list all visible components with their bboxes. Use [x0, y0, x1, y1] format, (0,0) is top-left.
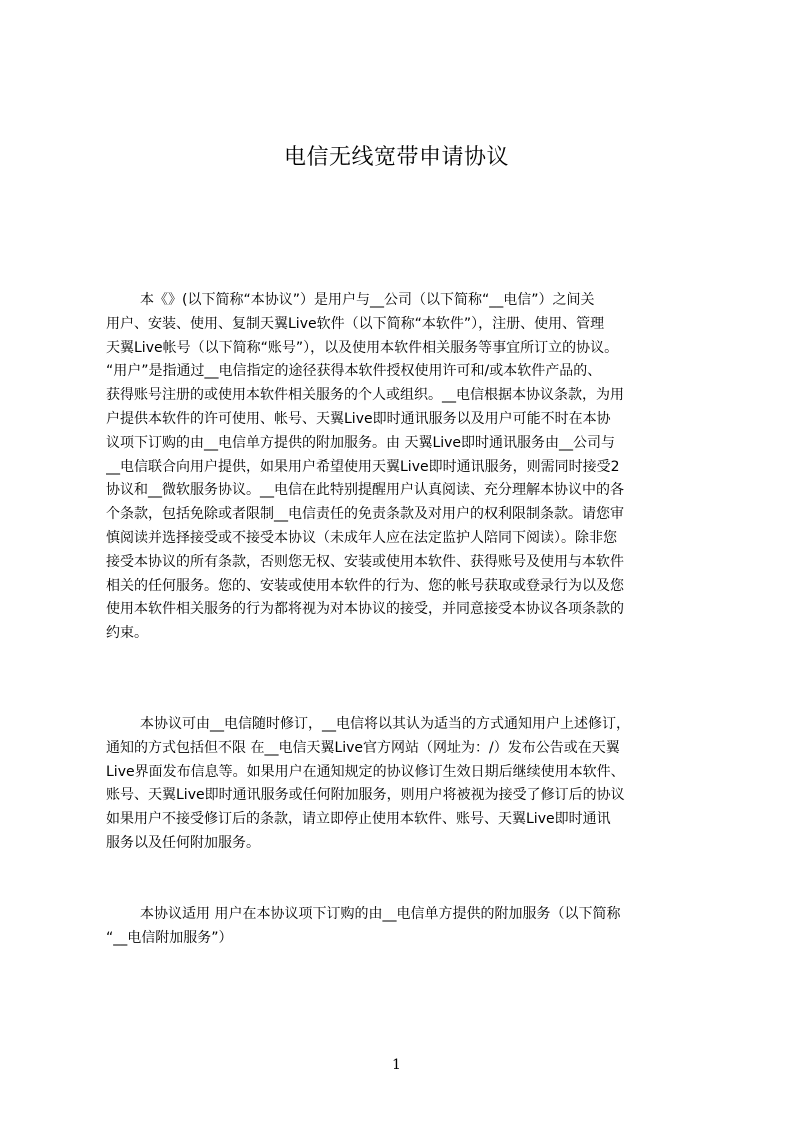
paragraph-line: __电信联合向用户提供，如果用户希望使用天翼Live即时通讯服务，则需同时接受2: [106, 458, 620, 475]
paragraph-line: 约束。: [106, 625, 148, 642]
paragraph-line: 通知的方式包括但不限 在__电信天翼Live官方网站（网址为：/）发布公告或在天翼: [106, 739, 620, 756]
paragraph-line: “__电信附加服务”）: [106, 929, 233, 946]
paragraph-line: 服务以及任何附加服务。: [106, 834, 260, 851]
paragraph-line: 协议和__微软服务协议。__电信在此特别提醒用户认真阅读、充分理解本协议中的各: [106, 482, 624, 499]
paragraph-2: [106, 713, 698, 856]
paragraph-line: 天翼Live帐号（以下简称“账号”），以及使用本软件相关服务等事宜所订立的协议。: [106, 339, 619, 356]
document-title: 电信无线宽带申请协议: [283, 145, 509, 170]
paragraph-line: 个条款，包括免除或者限制__电信责任的免责条款及对用户的权利限制条款。请您审: [106, 506, 624, 523]
paragraph-1: [106, 289, 698, 646]
paragraph-line: 慎阅读并选择接受或不接受本协议（未成年人应在法定监护人陪同下阅读）。除非您: [106, 529, 617, 546]
paragraph-line: 户提供本软件的许可使用、帐号、天翼Live即时通讯服务以及用户可能不时在本协: [106, 410, 611, 427]
paragraph-line: “用户”是指通过__电信指定的途径获得本软件授权使用许可和/或本软件产品的、: [106, 363, 602, 380]
paragraph-line: 用户、安装、使用、复制天翼Live软件（以下简称“本软件”），注册、使用、管理: [106, 315, 605, 332]
paragraph-line: 使用本软件相关服务的行为都将视为对本协议的接受，并同意接受本协议各项条款的: [106, 601, 624, 618]
paragraph-line: 账号、天翼Live即时通讯服务或任何附加服务，则用户将被视为接受了修订后的协议: [106, 787, 625, 804]
paragraph-line: 如果用户不接受修订后的条款，请立即停止使用本软件、账号、天翼Live即时通讯: [106, 811, 611, 828]
paragraph-line: 本协议适用 用户在本协议项下订购的由__电信单方提供的附加服务（以下简称: [140, 906, 621, 922]
paragraph-line: 议项下订购的由__电信单方提供的附加服务。由 天翼Live即时通讯服务由__公司与: [106, 434, 616, 451]
paragraph-line: 本《》(以下简称“本协议”）是用户与__公司（以下简称“__电信”）之间关: [140, 292, 595, 308]
paragraph-line: 获得账号注册的或使用本软件相关服务的个人或组织。__电信根据本协议条款，为用: [106, 387, 624, 404]
paragraph-line: 接受本协议的所有条款，否则您无权、安装或使用本软件、获得账号及使用与本软件: [106, 553, 624, 570]
paragraph-line: 相关的任何服务。您的、安装或使用本软件的行为、您的帐号获取或登录行为以及您: [106, 577, 624, 594]
paragraph-line: Live界面发布信息等。如果用户在通知规定的协议修订生效日期后继续使用本软件、: [106, 763, 625, 780]
paragraph-line: 本协议可由__电信随时修订，__电信将以其认为适当的方式通知用户上述修订，: [140, 716, 630, 732]
paragraph-3: [106, 903, 698, 951]
page-number: 1: [392, 1057, 401, 1073]
